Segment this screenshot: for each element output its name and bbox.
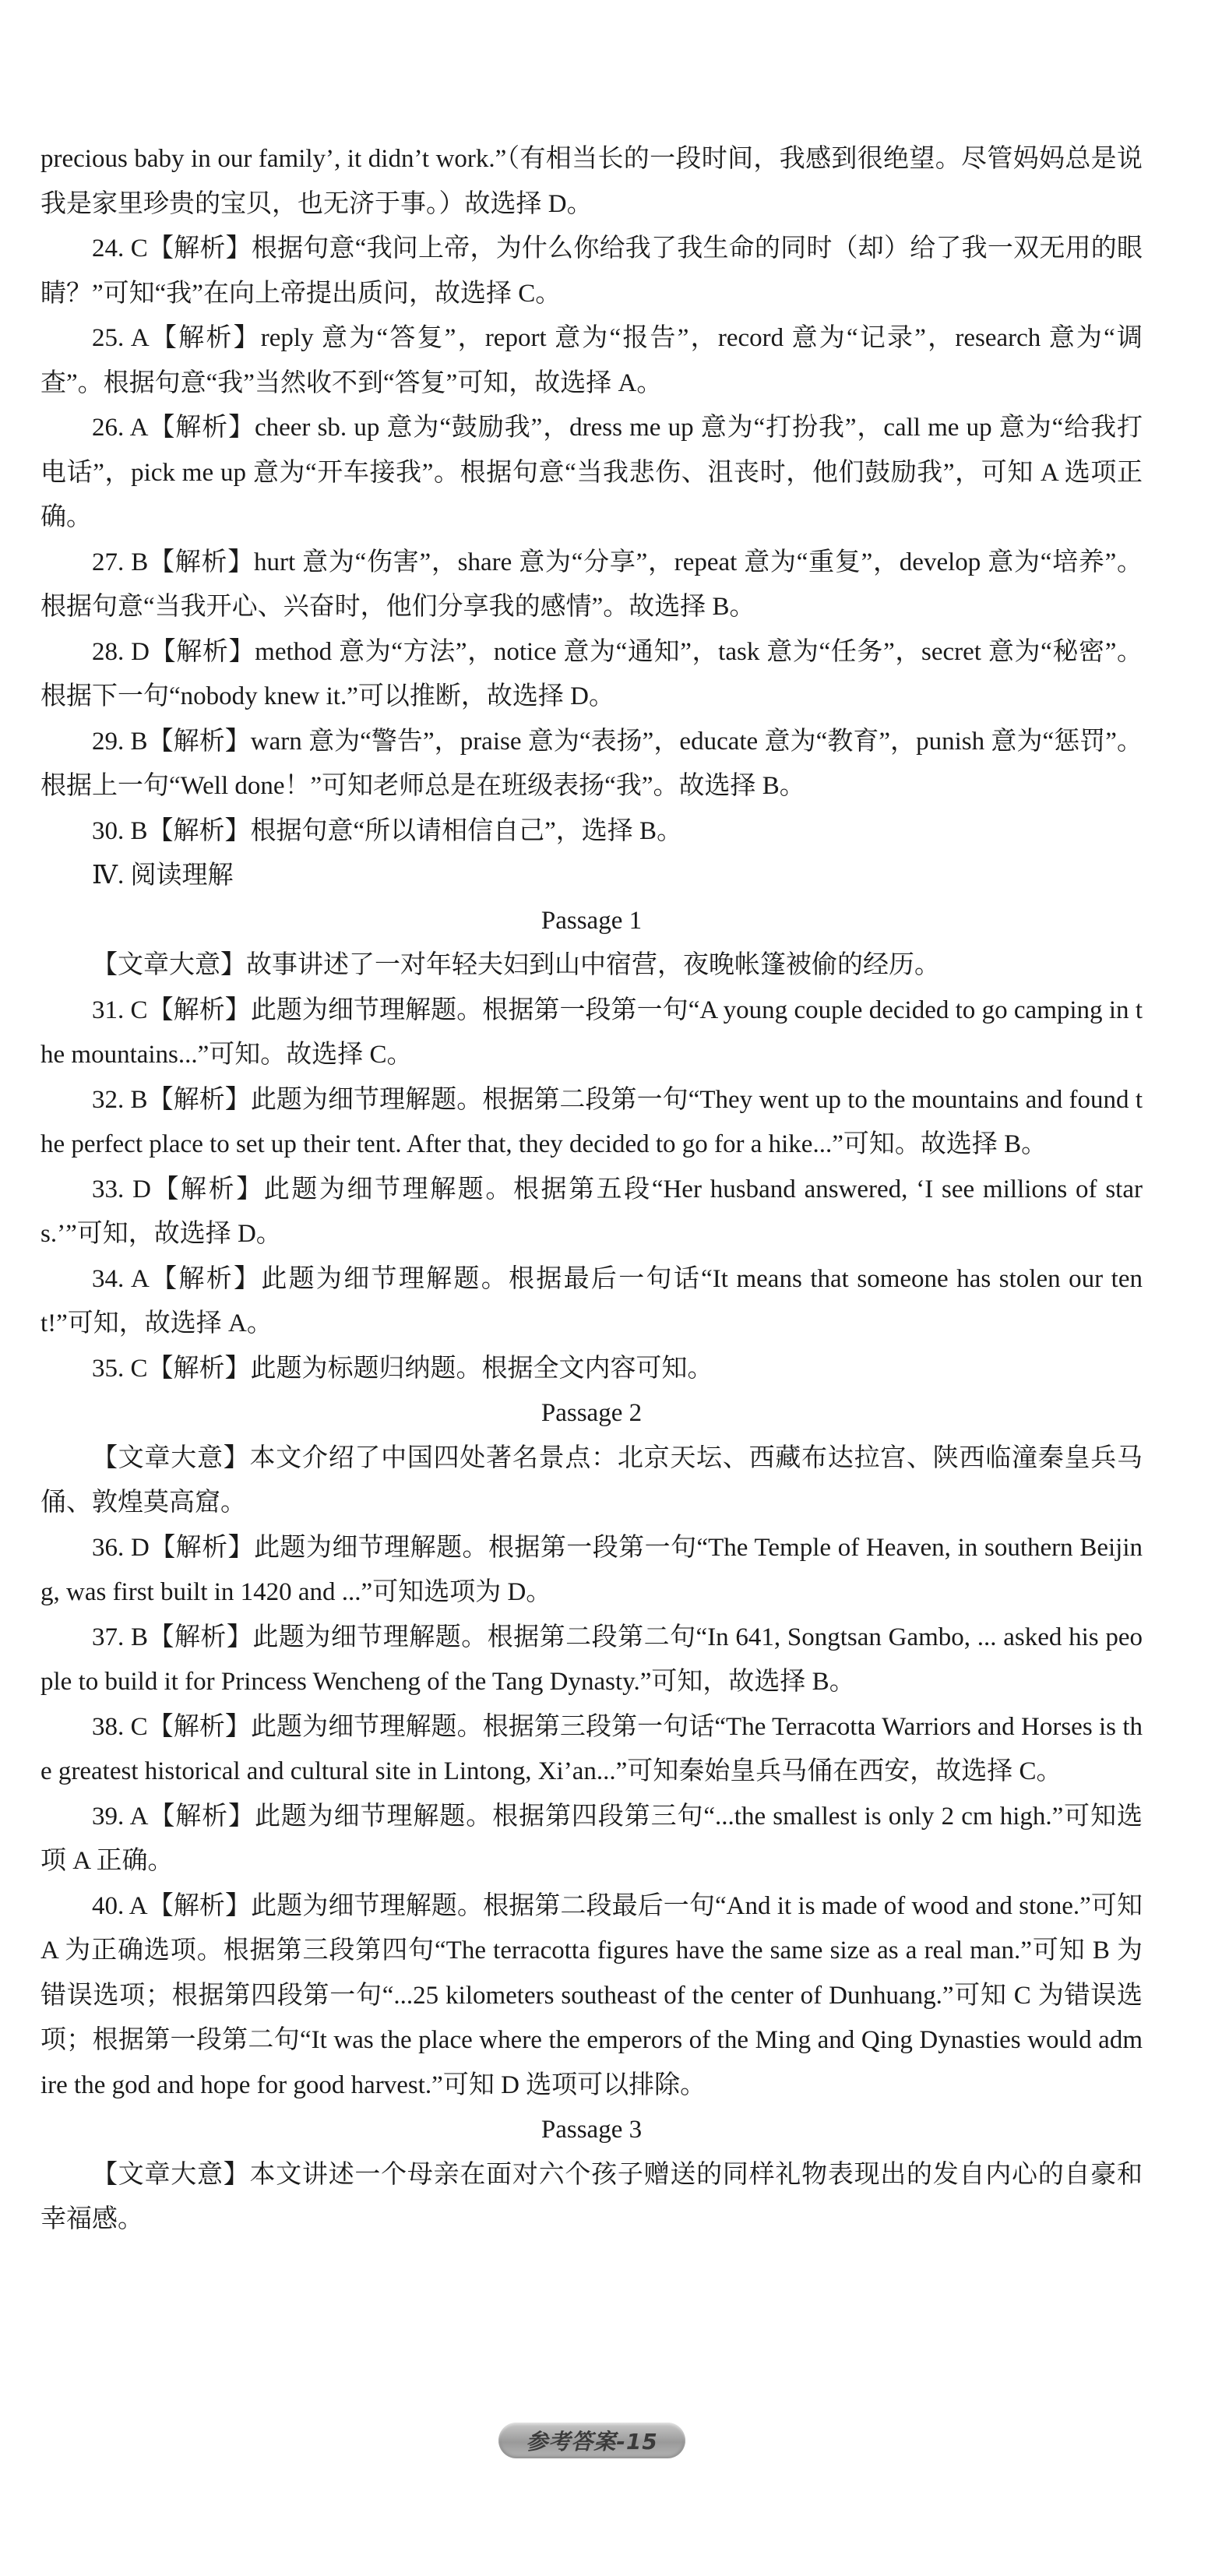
answer-27: 27. B【解析】hurt 意为“伤害”，share 意为“分享”，repeat 意为“重复”，develop 意为“培养”。根据句意“当我开心、兴奋时，他们分享我的感情”。故选择 B。 (40, 548, 1143, 621)
passage-2-title: Passage 2 (541, 1399, 643, 1427)
passage-3-summary: 【文章大意】本文讲述一个母亲在面对六个孩子赠送的同样礼物表现出的发自内心的自豪和幸福感。 (40, 2160, 1143, 2233)
answer-40: 40. A【解析】此题为细节理解题。根据第二段最后一句“And it is made of wood and stone.”可知 A 为正确选项。根据第三段第四句“The terracotta figures have the same size as a real man.”可知 B 为错误选项；根据第四段第一句“...25 kilometers southeast of the center of Dunhuang.”可知 C 为错误选项；根据第一段第二句“It was the place where the emperors of the Ming and Qing Dynasties would admire the god and hope for good harvest.”可知 D 选项可以排除。 (40, 1891, 1143, 2099)
answer-35: 35. C【解析】此题为标题归纳题。根据全文内容可知。 (92, 1354, 713, 1383)
answer-25: 25. A【解析】reply 意为“答复”，report 意为“报告”，record 意为“记录”，research 意为“调查”。根据句意“我”当然收不到“答复”可知，故选择 A。 (40, 324, 1143, 397)
answer-28: 28. D【解析】method 意为“方法”，notice 意为“通知”，task 意为“任务”，secret 意为“秘密”。根据下一句“nobody knew it.”可以推断，故选择 D。 (40, 637, 1143, 710)
passage-3-title: Passage 3 (541, 2116, 643, 2144)
section-title: Ⅳ. 阅读理解 (92, 862, 234, 890)
answer-page (40, 137, 1143, 2243)
passage-1-title: Passage 1 (541, 906, 643, 935)
passage-2-summary: 【文章大意】本文介绍了中国四处著名景点：北京天坛、西藏布达拉宫、陕西临潼秦皇兵马俑、敦煌莫高窟。 (40, 1443, 1143, 1517)
answer-29: 29. B【解析】warn 意为“警告”，praise 意为“表扬”，educate 意为“教育”，punish 意为“惩罚”。根据上一句“Well done！”可知老师总是在班级表扬“我”。故选择 B。 (40, 727, 1143, 800)
answer-26: 26. A【解析】cheer sb. up 意为“鼓励我”，dress me up 意为“打扮我”，call me up 意为“给我打电话”，pick me up 意为“开车接我”。根据句意“当我悲伤、沮丧时，他们鼓励我”，可知 A 选项正确。 (40, 414, 1143, 531)
answer-paragraph: precious baby in our family’, it didn’t work.”（有相当长的一段时间，我感到很绝望。尽管妈妈总是说我是家里珍贵的宝贝，也无济于事。）故选择 D。 (40, 145, 1143, 218)
answer-39: 39. A【解析】此题为细节理解题。根据第四段第三句“...the smallest is only 2 cm high.”可知选项 A 正确。 (40, 1802, 1143, 1875)
answer-33: 33. D【解析】此题为细节理解题。根据第五段“Her husband answered, ‘I see millions of stars.’”可知，故选择 D。 (40, 1175, 1143, 1248)
answer-31: 31. C【解析】此题为细节理解题。根据第一段第一句“A young couple decided to go camping in the mountains...”可知。故选择 C。 (40, 996, 1143, 1069)
passage-1-summary: 【文章大意】故事讲述了一对年轻夫妇到山中宿营，夜晚帐篷被偷的经历。 (92, 951, 940, 979)
page-number-badge: 参考答案-15 (498, 2423, 685, 2458)
answer-32: 32. B【解析】此题为细节理解题。根据第二段第一句“They went up to the mountains and found the perfect place to set up their tent. After that, they decided to go for a hike...”可知。故选择 B。 (40, 1085, 1143, 1158)
answer-38: 38. C【解析】此题为细节理解题。根据第三段第一句话“The Terracotta Warriors and Horses is the greatest historical and cultural site in Lintong, Xi’an...”可知秦始皇兵马俑在西安，故选择 C。 (40, 1712, 1143, 1785)
answer-24: 24. C【解析】根据句意“我问上帝，为什么你给我了我生命的同时（却）给了我一双无用的眼睛？”可知“我”在向上帝提出质问，故选择 C。 (40, 234, 1143, 308)
answer-37: 37. B【解析】此题为细节理解题。根据第二段第二句“In 641, Songtsan Gambo, ... asked his people to build it for Princess Wencheng of the Tang Dynasty.”可知，故选择 B。 (40, 1623, 1143, 1696)
answer-30: 30. B【解析】根据句意“所以请相信自己”，选择 B。 (92, 816, 683, 845)
answer-34: 34. A【解析】此题为细节理解题。根据最后一句话“It means that someone has stolen our tent!”可知，故选择 A。 (40, 1264, 1143, 1337)
answer-36: 36. D【解析】此题为细节理解题。根据第一段第一句“The Temple of Heaven, in southern Beijing, was first built in 1420 and ...”可知选项为 D。 (40, 1533, 1143, 1606)
